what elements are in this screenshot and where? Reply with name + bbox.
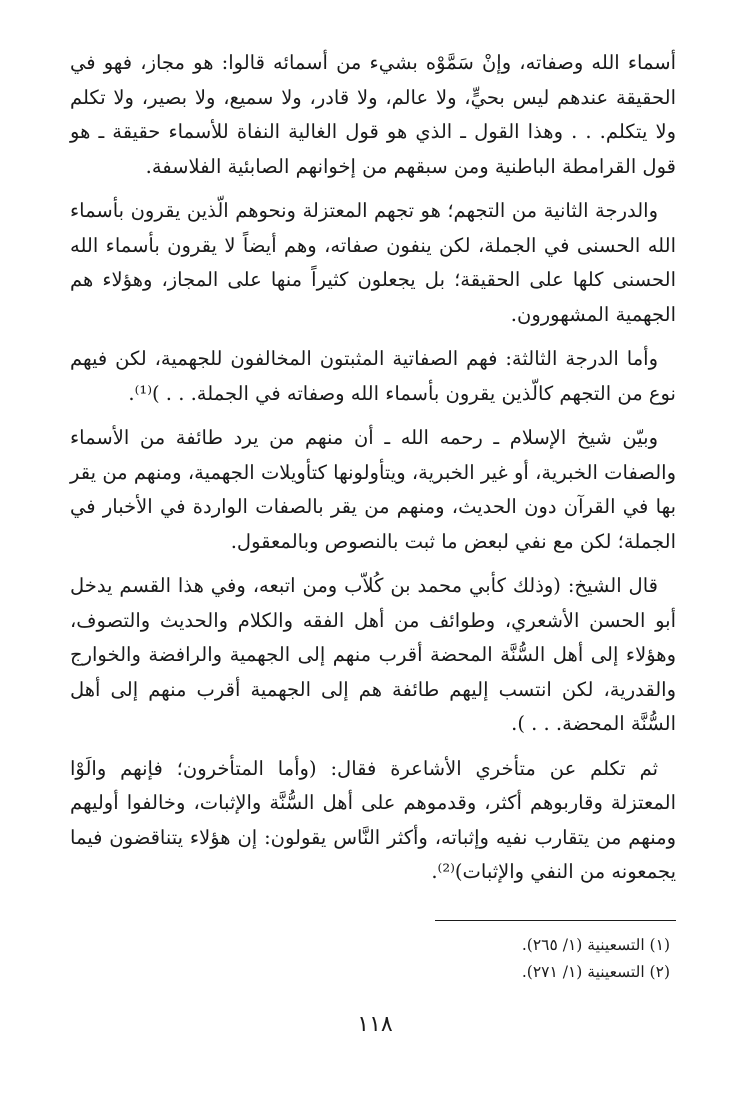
paragraph-2: [70, 194, 676, 332]
paragraph-4: [70, 421, 676, 559]
footnote-divider: [435, 920, 676, 921]
paragraph-5: [70, 569, 676, 742]
page-body: [70, 46, 676, 900]
paragraph-2-text: والدرجة الثانية من التجهم؛ هو تجهم المعتزلة ونحوهم الّذين يقرون بأسماء الله الحسنى في الجملة، لكن ينفون صفاته، وهم أيضاً لا يقرون بأسماء الله الحسنى كلها على الحقيقة؛ بل يجعلون كثيراً منها على المجاز، وهؤلاء هم الجهمية المشهورون.: [70, 199, 676, 326]
paragraph-4-text: وبيّن شيخ الإسلام ـ رحمه الله ـ أن منهم من يرد طائفة من الأسماء والصفات الخبرية، أو غير الخبرية، ويتأولونها كتأويلات الجهمية، ومنهم من يقر بها في القرآن دون الحديث، ومنهم من يقر بالصفات الواردة في الأخبار في الجملة؛ لكن مع نفي لبعض ما ثبت بالنصوص وبالمعقول.: [70, 426, 676, 553]
footnote-2: (٢) التسعينية (١/ ٢٧١).: [521, 963, 670, 981]
footnote-1: (١) التسعينية (١/ ٢٦٥).: [521, 936, 670, 954]
paragraph-1-text: أسماء الله وصفاته، وإنْ سَمَّوْه بشيء من أسمائه قالوا: هو مجاز، فهو في الحقيقة عندهم ليس بحيٍّ، ولا عالم، ولا قادر، ولا سميع، ولا بصير، ولا تكلم ولا يتكلم. . . وهذا القول ـ الذي هو قول الغالية النفاة للأسماء حقيقة ـ هو قول القرامطة الباطنية ومن سبقهم من إخوانهم الصابئية الفلاسفة.: [70, 51, 676, 178]
paragraph-3: [70, 342, 676, 411]
paragraph-6-text: ثم تكلم عن متأخري الأشاعرة فقال: (وأما المتأخرون؛ فإنهم والَوْا المعتزلة وقاربوهم أكثر، وقدموهم على أهل السُّنَّة والإثبات، وخالفوا أوليهم ومنهم من يتقارب نفيه وإثباته، وأكثر النَّاس يقولون: إن هؤلاء يتناقضون فيما يجمعونه من النفي والإثبات)⁽²⁾.: [70, 756, 676, 883]
paragraph-6: [70, 752, 676, 890]
page-number: ١١٨: [357, 1012, 393, 1037]
paragraph-1: [70, 46, 676, 184]
paragraph-3-text: وأما الدرجة الثالثة: فهم الصفاتية المثبتون المخالفون للجهمية، لكن فيهم نوع من التجهم كالّذين يقرون بأسماء الله وصفاته في الجملة. . . )⁽¹⁾.: [70, 347, 676, 405]
paragraph-5-text: قال الشيخ: (وذلك كأبي محمد بن كُلاّب ومن اتبعه، وفي هذا القسم يدخل أبو الحسن الأشعري، وطوائف من أهل الفقه والكلام والحديث والتصوف، وهؤلاء إلى أهل السُّنَّة المحضة أقرب منهم إلى الجهمية والرافضة والخوارج والقدرية، لكن انتسب إليهم طائفة هم إلى الجهمية أقرب منهم إلى أهل السُّنَّة المحضة. . . ).: [70, 574, 676, 735]
footnotes: [70, 932, 676, 986]
